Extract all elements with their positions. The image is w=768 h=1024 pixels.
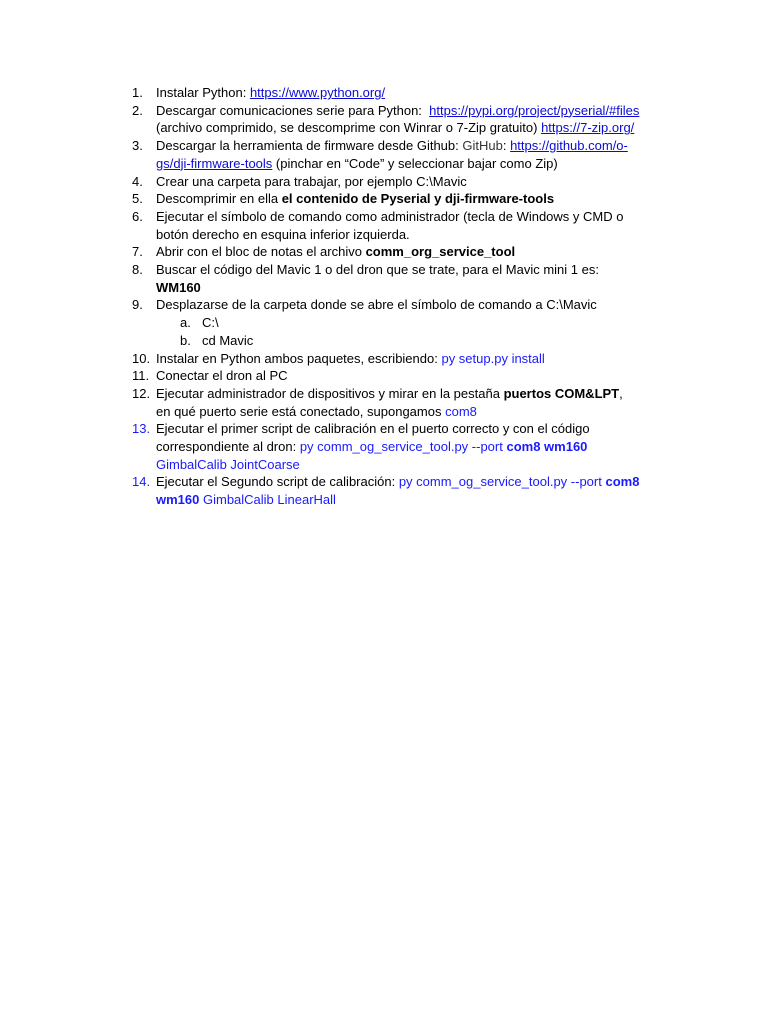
command-bold-text: wm160 bbox=[156, 492, 200, 508]
item-number: 9. bbox=[132, 297, 143, 313]
list-item bbox=[132, 102, 657, 137]
list-item bbox=[132, 137, 657, 172]
item-number: 1. bbox=[132, 85, 143, 100]
list-item bbox=[132, 173, 657, 191]
item-text: Ejecutar el primer script de calibración en el puerto correcto y con el código bbox=[156, 421, 590, 437]
command-bold-text: com8 wm160 bbox=[506, 439, 588, 455]
item-number: 6. bbox=[132, 208, 143, 224]
list-item bbox=[132, 385, 657, 420]
item-number: 7. bbox=[132, 244, 143, 260]
sub-list-item bbox=[156, 314, 657, 332]
item-text: correspondiente al dron: bbox=[156, 439, 300, 455]
item-bold-text: el contenido de Pyserial y dji-firmware-tools bbox=[281, 191, 555, 207]
item-text: Conectar el dron al PC bbox=[156, 368, 288, 384]
item-number: 8. bbox=[132, 262, 143, 278]
item-number: 13. bbox=[132, 421, 151, 437]
7zip-link[interactable]: https://7-zip.org/ bbox=[541, 120, 635, 136]
item-number: 5. bbox=[132, 191, 143, 207]
sub-list-item bbox=[156, 332, 657, 350]
dji-tools-link-cont[interactable]: gs/dji-firmware-tools bbox=[156, 155, 273, 171]
item-text: en qué puerto serie está conectado, supongamos bbox=[156, 403, 446, 419]
item-text: Descomprimir en ella bbox=[156, 191, 282, 207]
item-text: botón derecho en esquina inferior izquierda. bbox=[156, 226, 410, 242]
item-text: Crear una carpeta para trabajar, por ejemplo C:\Mavic bbox=[156, 173, 467, 189]
item-number: 10. bbox=[132, 350, 151, 366]
item-text: Ejecutar el símbolo de comando como administrador (tecla de Windows y CMD o bbox=[156, 208, 624, 224]
item-number: 14. bbox=[132, 474, 151, 490]
command-text: GimbalCalib JointCoarse bbox=[156, 456, 300, 472]
item-number: 2. bbox=[132, 102, 143, 118]
command-text: GimbalCalib LinearHall bbox=[199, 492, 336, 508]
item-number: 4. bbox=[132, 173, 143, 189]
command-text: py setup.py install bbox=[441, 350, 545, 366]
sub-item-text: cd Mavic bbox=[202, 332, 254, 348]
list-item bbox=[132, 420, 657, 473]
item-text: Ejecutar administrador de dispositivos y mirar en la pestaña bbox=[156, 385, 504, 401]
sub-item-text: C:\ bbox=[202, 315, 219, 331]
sub-item-letter: a. bbox=[180, 315, 191, 331]
item-text: Abrir con el bloc de notas el archivo bbox=[156, 244, 366, 260]
item-text: (archivo comprimido, se descomprime con Winrar o 7-Zip gratuito) bbox=[156, 120, 542, 136]
sub-item-letter: b. bbox=[180, 332, 191, 348]
list-item bbox=[132, 84, 657, 102]
command-text: py comm_og_service_tool.py --port bbox=[398, 474, 606, 490]
item-text: Instalar en Python ambos paquetes, escribiendo: bbox=[156, 350, 442, 366]
item-bold-text: WM160 bbox=[156, 279, 201, 295]
item-text: Buscar el código del Mavic 1 o del dron que se trate, para el Mavic mini 1 es: bbox=[156, 262, 599, 278]
python-link[interactable]: https://www.python.org/ bbox=[249, 85, 386, 100]
sub-list bbox=[156, 314, 657, 349]
item-text: Descargar la herramienta de firmware desde Github: bbox=[156, 138, 463, 154]
comma-text: , bbox=[619, 385, 623, 401]
list-item bbox=[132, 367, 657, 385]
list-item bbox=[132, 208, 657, 243]
instructions-list bbox=[132, 84, 657, 509]
item-number: 3. bbox=[132, 138, 143, 154]
github-label: GitHub bbox=[462, 138, 503, 154]
command-bold-text: com8 bbox=[605, 474, 640, 490]
item-number: 12. bbox=[132, 385, 151, 401]
colon-text: : bbox=[502, 138, 511, 154]
pyserial-link[interactable]: https://pypi.org/project/pyserial/#files bbox=[429, 102, 640, 118]
list-item bbox=[132, 350, 657, 368]
item-text: Instalar Python: bbox=[156, 85, 250, 100]
item-number: 11. bbox=[132, 368, 150, 384]
item-text: Desplazarse de la carpeta donde se abre el símbolo de comando a C:\Mavic bbox=[156, 297, 597, 313]
list-item bbox=[132, 261, 657, 296]
list-item bbox=[132, 473, 657, 508]
list-item bbox=[132, 243, 657, 261]
item-text: Descargar comunicaciones serie para Python: bbox=[156, 102, 430, 118]
dji-tools-link[interactable]: https://github.com/o- bbox=[510, 138, 628, 154]
item-bold-text: comm_org_service_tool bbox=[365, 244, 516, 260]
command-text: com8 bbox=[445, 403, 477, 419]
list-item bbox=[132, 190, 657, 208]
command-text: py comm_og_service_tool.py --port bbox=[299, 439, 507, 455]
item-text: (pinchar en “Code” y seleccionar bajar como Zip) bbox=[272, 155, 558, 171]
item-text: Ejecutar el Segundo script de calibración: bbox=[156, 474, 399, 490]
item-bold-text: puertos COM&LPT bbox=[503, 385, 620, 401]
list-item bbox=[132, 296, 657, 349]
